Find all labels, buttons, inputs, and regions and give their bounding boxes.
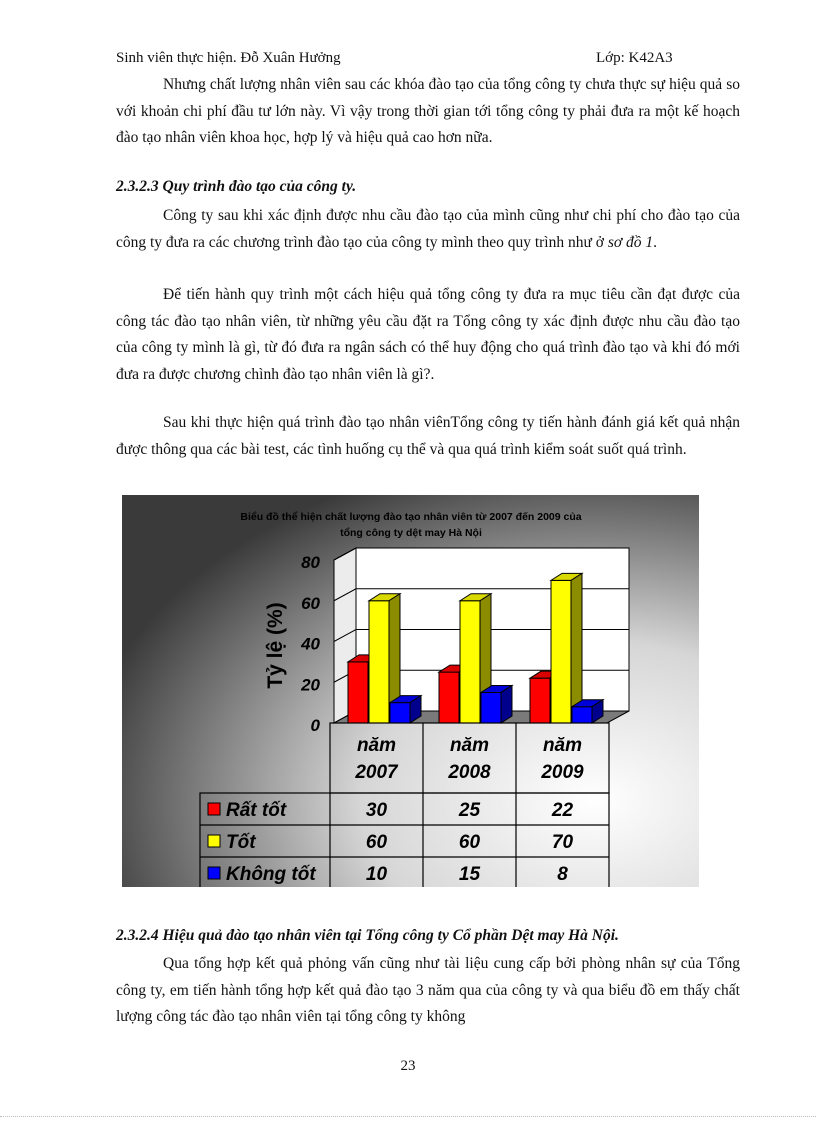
section-heading-2-3-2-3: 2.3.2.3 Quy trình đào tạo của công ty.: [116, 178, 357, 195]
paragraph-1: Nhưng chất lượng nhân viên sau các khóa đào tạo của tổng công ty chưa thực sự hiệu quả so với khoản chi phí đầu tư lớn này. Vì vậy trong thời gian tới tổng công ty phải đưa ra một kế hoạch đào tạo nhân viên khoa học, hợp lý và hiệu quả cao hơn nữa.: [116, 76, 740, 146]
bar-khong-tot: [572, 707, 592, 723]
data-label: 8: [557, 864, 568, 885]
chart-title-line-1: Biểu đồ thể hiện chất lượng đào tạo nhân viên từ 2007 đến 2009 của: [240, 511, 582, 523]
data-label: 60: [365, 832, 388, 853]
bar-khong-tot: [481, 692, 501, 723]
data-label: 22: [551, 800, 574, 821]
legend-label: Rất tốt: [226, 800, 287, 821]
category-label-line-1: năm: [356, 735, 397, 756]
chart-title-line-2: tổng công ty dệt may Hà Nội: [340, 527, 482, 539]
section-heading-2-3-2-4: 2.3.2.4 Hiệu quả đào tạo nhân viên tại Tổng công ty Cổ phần Dệt may Hà Nội.: [116, 927, 619, 944]
paragraph-2-text: Công ty sau khi xác định được nhu cầu đào tạo của mình cũng như chi phí cho đào tạo của công ty đưa ra các chương trình đào tạo của công ty mình theo quy trình như ở: [116, 207, 740, 251]
bar-rat-tot: [348, 662, 368, 723]
category-label-line-1: năm: [542, 735, 583, 756]
y-tick-label: 40: [301, 634, 320, 654]
page-number: 23: [400, 1058, 416, 1074]
bar-chart: [122, 495, 699, 887]
bar-side-face: [571, 573, 582, 723]
paragraph-2-end: .: [653, 233, 658, 251]
bar-tot: [369, 601, 389, 723]
y-tick-label: 80: [301, 553, 320, 572]
paragraph-2: [116, 203, 740, 256]
data-label: 70: [551, 832, 574, 853]
bar-tot: [551, 580, 571, 723]
y-tick-label: 20: [301, 675, 320, 695]
legend-label: Tốt: [226, 832, 256, 853]
header-class: Lớp: K42A3: [596, 50, 673, 66]
paragraph-5: Qua tổng hợp kết quả phỏng vấn cũng như tài liệu cung cấp bởi phòng nhân sự của Tổng công ty, em tiến hành tổng hợp kết quả đào tạo 3 năm qua của công ty và qua biểu đồ em thấy chất lượng công tác đào tạo nhân viên tại tổng công ty không: [116, 955, 740, 1025]
data-label: 15: [458, 864, 481, 885]
page-bottom-border: [0, 1116, 816, 1117]
y-tick-label: 0: [310, 716, 320, 735]
header-student: Sinh viên thực hiện. Đỗ Xuân Hưởng: [116, 50, 341, 66]
data-label: 25: [458, 800, 481, 821]
data-label: 30: [365, 800, 388, 821]
legend-swatch: [208, 867, 220, 879]
legend-swatch: [208, 835, 220, 847]
paragraph-4: Sau khi thực hiện quá trình đào tạo nhân viênTổng công ty tiến hành đánh giá kết quả nhận được thông qua các bài test, các tình huống cụ thể và qua quá trình kiểm soát suốt quá trình.: [116, 414, 740, 458]
category-label-line-1: năm: [449, 735, 490, 756]
bar-rat-tot: [530, 678, 550, 723]
bar-rat-tot: [439, 672, 459, 723]
bar-side-face: [501, 685, 512, 723]
category-label-line-2: 2007: [355, 762, 398, 783]
legend-swatch: [208, 803, 220, 815]
category-label-line-2: 2008: [448, 762, 491, 783]
bar-tot: [460, 601, 480, 723]
category-label-line-2: 2009: [541, 762, 584, 783]
y-tick-label: 60: [301, 593, 320, 613]
data-label: 10: [365, 864, 388, 885]
paragraph-3: Để tiến hành quy trình một cách hiệu quả tổng công ty đưa ra mục tiêu cần đạt được của công tác đào tạo nhân viên, từ những yêu cầu đặt ra Tổng công ty xác định được nhu cầu đào tạo của công ty mình là gì, từ đó đưa ra ngân sách có thể huy động cho quá trình đào tạo và khi đó mới đưa ra được chương chình đào tạo nhân viên là gì?.: [116, 286, 740, 383]
diagram-reference: sơ đồ 1: [607, 233, 654, 251]
chart-figure: [122, 495, 699, 887]
y-axis-label: Tỷ lệ (%): [264, 602, 287, 689]
bar-khong-tot: [390, 703, 410, 723]
data-label: 60: [458, 832, 481, 853]
legend-label: Không tốt: [226, 864, 316, 885]
